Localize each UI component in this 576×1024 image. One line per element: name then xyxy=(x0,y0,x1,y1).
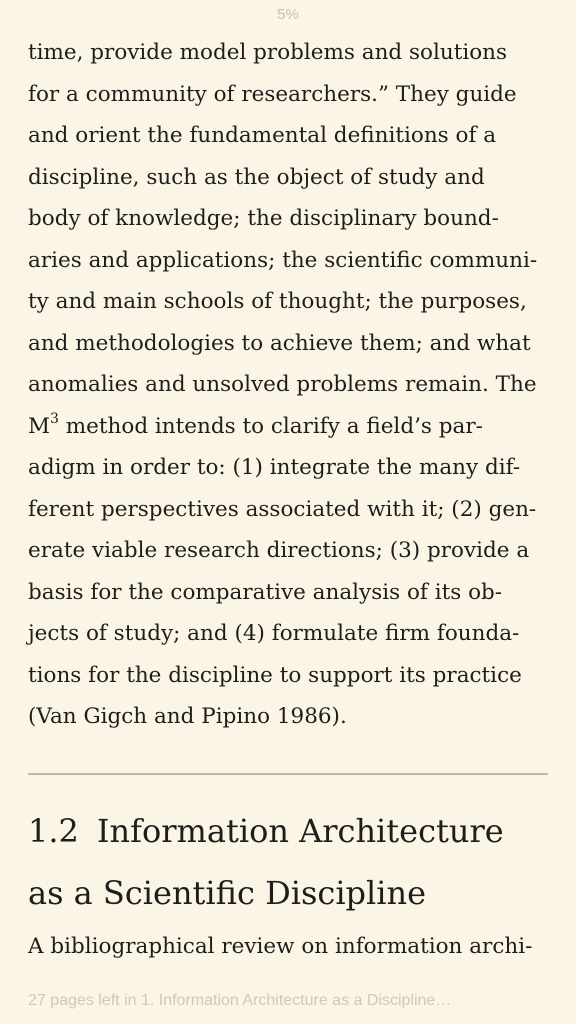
text-line: ferent perspectives associated with it; (2) gen- xyxy=(28,496,537,522)
body-paragraph xyxy=(28,32,548,738)
section-divider xyxy=(28,773,548,775)
text-line: basis for the comparative analysis of its ob- xyxy=(28,579,503,605)
text-line: and methodologies to achieve them; and what xyxy=(28,330,531,356)
text-line: tions for the discipline to support its practice xyxy=(28,662,522,688)
text-line xyxy=(28,406,548,448)
text-line: for a community of researchers.” They guide xyxy=(28,81,517,107)
text-line: anomalies and unsolved problems remain. The xyxy=(28,372,537,397)
text-line: time, provide model problems and solutions xyxy=(28,40,508,65)
text-line: and orient the fundamental definitions of a xyxy=(28,123,497,148)
section-number: 1.2 xyxy=(28,812,79,850)
superscript: 3 xyxy=(50,410,59,427)
text-line: adigm in order to: (1) integrate the many dif- xyxy=(28,455,521,480)
text-line: aries and applications; the scientific communi- xyxy=(28,247,538,273)
heading-line xyxy=(28,800,558,862)
next-paragraph: A bibliographical review on information archi- xyxy=(28,934,533,959)
reader-page xyxy=(28,32,548,738)
text-line: jects of study; and (4) formulate firm founda- xyxy=(28,621,520,646)
section-title-part: Information Architecture xyxy=(96,812,504,850)
text-rest: method intends to clarify a field’s par- xyxy=(58,413,483,439)
text-line: body of knowledge; the disciplinary bound- xyxy=(28,206,499,231)
text-prefix: M xyxy=(28,413,51,439)
pages-left-footer: 27 pages left in 1. Information Architecture as a Discipline… xyxy=(28,992,452,1009)
text-line: (Van Gigch and Pipino 1986). xyxy=(28,704,347,729)
text-line: erate viable research directions; (3) provide a xyxy=(28,538,530,563)
section-heading xyxy=(28,800,558,924)
text-line: discipline, such as the object of study and xyxy=(28,164,485,190)
reading-progress: 5% xyxy=(277,6,299,23)
section-title-part: as a Scientific Discipline xyxy=(28,874,427,912)
text-line: ty and main schools of thought; the purposes, xyxy=(28,289,527,314)
